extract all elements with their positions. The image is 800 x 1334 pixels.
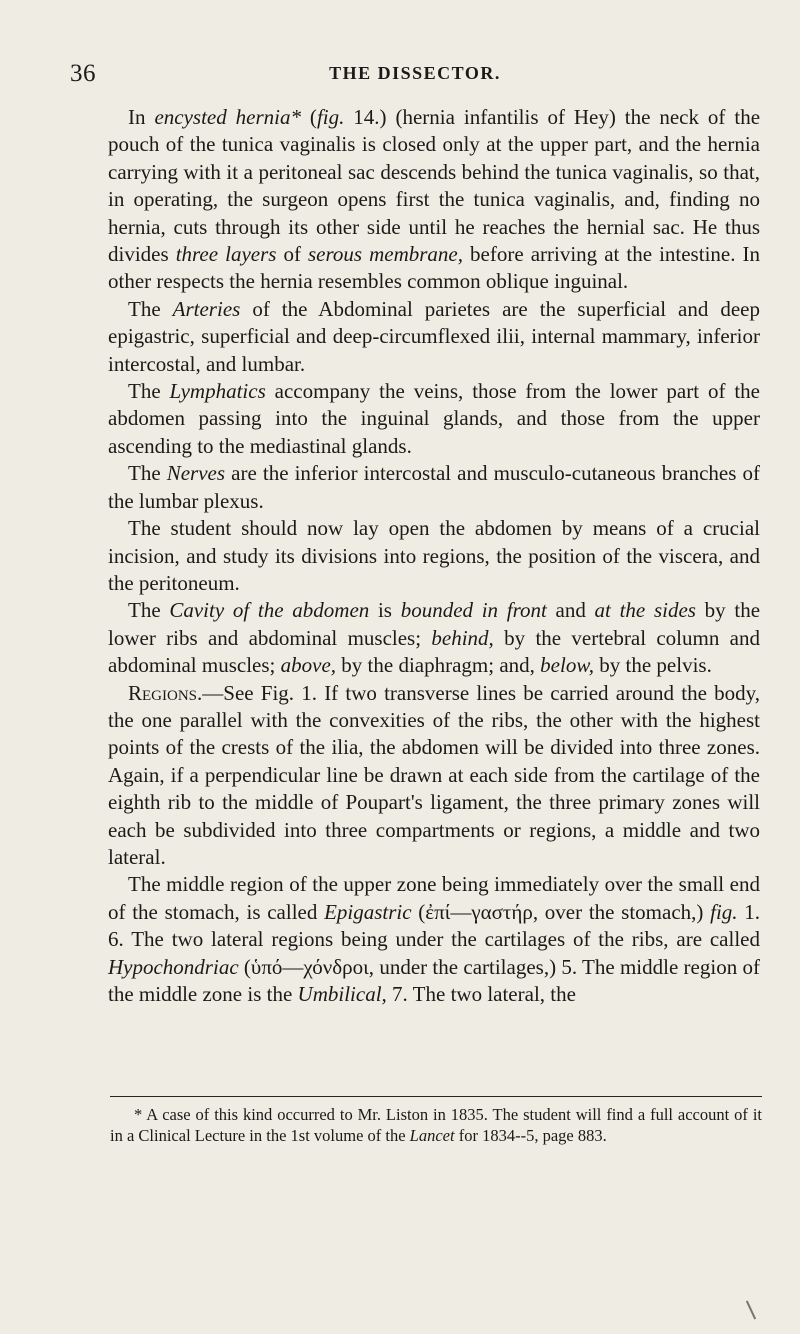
italic-text: behind, [431,625,494,650]
paragraph [108,378,760,460]
text-run: by the pelvis. [594,653,712,678]
paragraph [108,680,760,872]
text-run: The [128,598,170,623]
text-run: are the inferior intercostal and musculo-cutaneous branches of the lumbar plexus. [108,461,760,513]
italic-text: below, [540,653,595,678]
text-run: 7. The two lateral, the [386,982,576,1006]
text-run: 14.) (hernia infantilis of Hey) the neck of the pouch of the tunica vaginalis is closed only at the upper part, and the hernia carrying with it a peritoneal sac descends behind the tunica vaginalis, so that, in operating, the surgeon opens first the tunica vaginalis, and, finding no hernia, cuts through its other side until he reaches the hernial sac. He thus divides [108,105,761,267]
text-run: by the lower ribs and abdominal muscles; [108,598,761,650]
text-run: ( [301,105,317,129]
text-run: is [369,598,401,623]
paragraph [108,104,760,296]
paragraph [108,515,760,597]
text-run: accompany the veins, those from the lower part of the abdomen passing into the inguinal glands, and those from the upper ascending to the mediastinal glands. [108,379,760,458]
italic-text: bounded in front [400,598,547,623]
footnote-text [110,1104,762,1146]
page-number: 36 [70,60,96,87]
text-run: The student should now lay open the abdomen by means of a crucial incision, and study its divisions into regions, the position of the viscera, and the peritoneum. [108,516,760,595]
text-run: —See Fig. 1. If two transverse lines be carried around the body, the one parallel with the convexities of the ribs, the other with the highest points of the crests of the ilia, the abdomen will be divided into three zones. Again, if a perpendicular line be drawn at each side from the cartilage of the eighth rib to the middle of Poupart's ligament, the three primary zones will each be subdivided into three compartments or regions, a middle and two lateral. [108,680,760,869]
italic-text: Lancet [409,1126,455,1145]
text-run: The [128,296,173,321]
text-run: (ἐπί—γαστήρ, over the stomach,) [411,899,711,924]
italic-text: encysted hernia* [154,105,301,129]
italic-text: at the sides [594,598,696,623]
text-run: * A case of this kind occurred to Mr. Liston in 1835. The student will find a full account of it in a Clinical Lecture in the 1st volume of the [110,1105,762,1145]
small-caps-heading: Regions. [128,680,203,705]
paragraph [108,460,760,515]
italic-text: Epigastric [324,899,412,924]
text-run: 1. 6. The two lateral regions being under the cartilages of the ribs, are called [108,899,761,952]
text-run: and [546,598,595,623]
text-run: The [128,379,170,404]
paragraph [108,296,760,378]
text-run: of [276,242,308,267]
italic-text: Cavity of the abdomen [169,598,370,623]
page-edge-mark [746,1301,756,1320]
italic-text: Umbilical, [297,982,387,1006]
paragraph [108,597,760,679]
text-run: by the diaphragm; and, [336,653,541,678]
body-text [108,104,760,1008]
text-run: In [128,105,155,129]
page-header [70,60,760,92]
italic-text: Lymphatics [169,379,266,404]
text-run: by the vertebral column and abdominal muscles; [108,625,760,678]
footnote-divider [110,1096,762,1097]
text-run: The [128,461,167,486]
italic-text: fig. [316,105,345,129]
italic-text: fig. [710,899,738,924]
italic-text: Arteries [172,296,241,321]
italic-text: above, [280,653,337,678]
italic-text: Nerves [166,461,226,486]
footnote [110,1104,762,1146]
text-run: before arriving at the intestine. In other respects the hernia resembles common oblique inguinal. [108,242,760,294]
text-run: (ὑπό—χόνδροι, under the cartilages,) 5. The middle region of the middle zone is the [108,954,760,1006]
italic-text: Hypochondriac [108,954,239,979]
text-run: for 1834--5, page 883. [454,1126,607,1145]
italic-text: serous membrane, [308,242,463,267]
text-run: The middle region of the upper zone being immediately over the small end of the stomach, is called [108,872,760,924]
paragraph [108,871,760,1008]
italic-text: three layers [175,242,277,267]
running-title: THE DISSECTOR. [329,63,501,83]
text-run: of the Abdominal parietes are the superficial and deep epigastric, superficial and deep-circumflexed ilii, internal mammary, inferior intercostal, and lumbar. [108,296,760,376]
